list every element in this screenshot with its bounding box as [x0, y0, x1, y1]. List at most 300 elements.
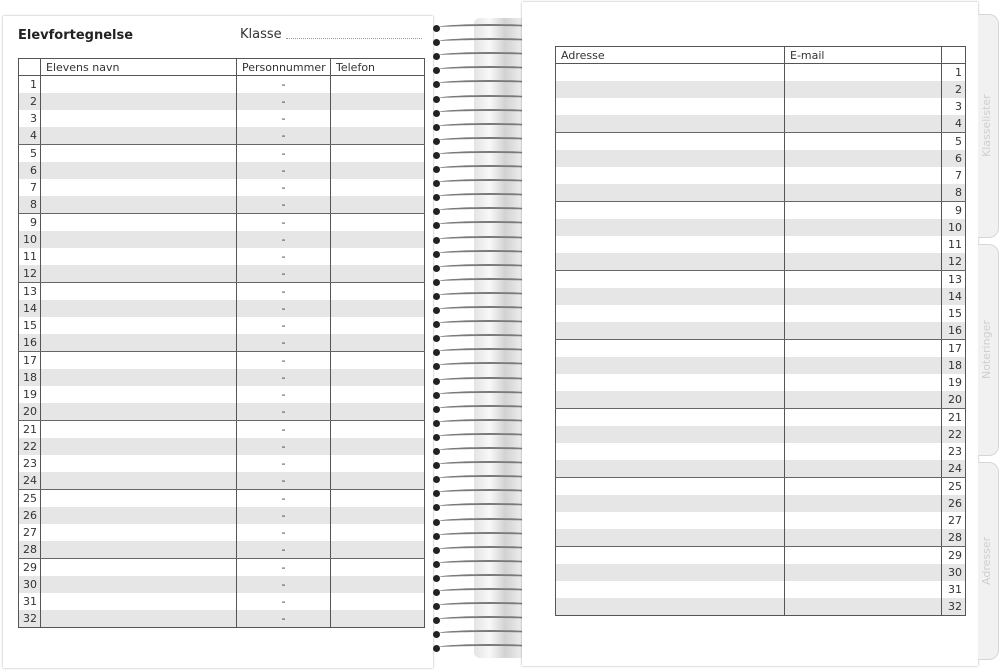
row-number: 30: [942, 564, 966, 581]
table-row: [19, 559, 425, 577]
personnummer-cell[interactable]: -: [237, 610, 331, 628]
name-cell[interactable]: [41, 265, 237, 283]
row-number: 32: [19, 610, 41, 628]
adresse-cell[interactable]: [556, 598, 785, 616]
adresse-cell[interactable]: [556, 236, 785, 253]
adresse-cell[interactable]: [556, 305, 785, 322]
email-cell[interactable]: [785, 340, 942, 358]
binding-hole: [433, 448, 440, 455]
telefon-cell[interactable]: [331, 179, 425, 196]
telefon-cell[interactable]: [331, 490, 425, 508]
row-number: 16: [19, 334, 41, 352]
binding-hole: [433, 265, 440, 272]
name-cell[interactable]: [41, 110, 237, 127]
binding-hole: [433, 81, 440, 88]
name-cell[interactable]: [41, 300, 237, 317]
email-cell[interactable]: [785, 167, 942, 184]
email-cell[interactable]: [785, 512, 942, 529]
binding-hole: [433, 603, 440, 610]
personnummer-cell[interactable]: -: [237, 179, 331, 196]
number-column-header: [19, 59, 41, 76]
binding-hole: [433, 124, 440, 131]
email-cell[interactable]: [785, 598, 942, 616]
binding-hole: [433, 349, 440, 356]
adresse-cell[interactable]: [556, 167, 785, 184]
email-cell[interactable]: [785, 98, 942, 115]
table-row: [19, 145, 425, 163]
binding-hole: [433, 335, 440, 342]
row-number: 20: [942, 391, 966, 409]
personnummer-cell[interactable]: -: [237, 352, 331, 370]
row-number: 11: [942, 236, 966, 253]
binding-hole: [433, 67, 440, 74]
personnummer-cell[interactable]: -: [237, 403, 331, 421]
row-number: 1: [19, 76, 41, 94]
email-cell[interactable]: [785, 547, 942, 565]
table-row: [556, 374, 966, 391]
telefon-cell[interactable]: [331, 386, 425, 403]
table-row: [556, 184, 966, 202]
telefon-cell[interactable]: [331, 127, 425, 145]
adresse-cell[interactable]: [556, 340, 785, 358]
row-number: 3: [19, 110, 41, 127]
student-table-header: [19, 59, 425, 76]
email-cell[interactable]: [785, 443, 942, 460]
email-cell[interactable]: [785, 288, 942, 305]
name-cell[interactable]: [41, 231, 237, 248]
personnummer-cell[interactable]: -: [237, 334, 331, 352]
table-row: [19, 593, 425, 610]
klasse-input-line[interactable]: [286, 38, 422, 39]
row-number: 7: [19, 179, 41, 196]
name-cell[interactable]: [41, 403, 237, 421]
name-cell[interactable]: [41, 472, 237, 490]
adresse-cell[interactable]: [556, 512, 785, 529]
personnummer-cell[interactable]: -: [237, 472, 331, 490]
table-row: [556, 150, 966, 167]
adresse-cell[interactable]: [556, 581, 785, 598]
table-row: [19, 386, 425, 403]
personnummer-cell[interactable]: -: [237, 214, 331, 232]
telefon-cell[interactable]: [331, 455, 425, 472]
personnummer-cell[interactable]: -: [237, 248, 331, 265]
name-cell[interactable]: [41, 179, 237, 196]
row-number: 20: [19, 403, 41, 421]
table-row: [556, 478, 966, 496]
table-row: [19, 300, 425, 317]
email-cell[interactable]: [785, 236, 942, 253]
binding-hole: [433, 589, 440, 596]
email-cell[interactable]: [785, 184, 942, 202]
telefon-cell[interactable]: [331, 421, 425, 439]
binding-hole: [433, 166, 440, 173]
adresse-cell[interactable]: [556, 426, 785, 443]
adresse-cell[interactable]: [556, 219, 785, 236]
table-row: [556, 426, 966, 443]
email-cell[interactable]: [785, 426, 942, 443]
table-row: [556, 167, 966, 184]
telefon-cell[interactable]: [331, 196, 425, 214]
email-cell[interactable]: [785, 322, 942, 340]
binding-hole: [433, 237, 440, 244]
name-cell[interactable]: [41, 317, 237, 334]
adresse-cell[interactable]: [556, 391, 785, 409]
binding-hole: [433, 96, 440, 103]
personnummer-cell[interactable]: -: [237, 231, 331, 248]
adresse-cell[interactable]: [556, 150, 785, 167]
telefon-cell[interactable]: [331, 334, 425, 352]
table-row: [19, 524, 425, 541]
binding-hole: [433, 420, 440, 427]
adresse-cell[interactable]: [556, 357, 785, 374]
personnummer-cell[interactable]: -: [237, 593, 331, 610]
adresse-cell[interactable]: [556, 495, 785, 512]
name-cell[interactable]: [41, 541, 237, 559]
personnummer-cell[interactable]: -: [237, 559, 331, 577]
tab-label: Adresser: [980, 536, 993, 586]
row-number: 30: [19, 576, 41, 593]
email-cell[interactable]: [785, 81, 942, 98]
adresse-cell[interactable]: [556, 443, 785, 460]
table-row: [556, 81, 966, 98]
telefon-cell[interactable]: [331, 610, 425, 628]
table-row: [556, 495, 966, 512]
binding-hole: [433, 53, 440, 60]
binding-hole: [433, 222, 440, 229]
email-cell[interactable]: [785, 150, 942, 167]
table-row: [19, 610, 425, 628]
name-cell[interactable]: [41, 145, 237, 163]
email-cell[interactable]: [785, 133, 942, 151]
email-cell[interactable]: [785, 478, 942, 496]
table-row: [19, 455, 425, 472]
personnummer-cell[interactable]: -: [237, 317, 331, 334]
right-page: [522, 2, 978, 666]
table-row: [556, 391, 966, 409]
row-number: 32: [942, 598, 966, 616]
adresse-column-header: Adresse: [556, 47, 785, 64]
row-number: 26: [19, 507, 41, 524]
name-cell[interactable]: [41, 93, 237, 110]
table-row: [556, 547, 966, 565]
name-cell[interactable]: [41, 610, 237, 628]
email-cell[interactable]: [785, 305, 942, 322]
name-cell[interactable]: [41, 576, 237, 593]
row-number: 14: [19, 300, 41, 317]
contact-table-body: [556, 64, 966, 616]
binding-hole: [433, 180, 440, 187]
adresse-cell[interactable]: [556, 547, 785, 565]
row-number: 29: [942, 547, 966, 565]
adresse-cell[interactable]: [556, 133, 785, 151]
row-number: 9: [19, 214, 41, 232]
email-cell[interactable]: [785, 460, 942, 478]
name-cell[interactable]: [41, 490, 237, 508]
table-row: [556, 409, 966, 427]
telefon-cell[interactable]: [331, 214, 425, 232]
tab-klasselister[interactable]: [978, 14, 999, 238]
email-cell[interactable]: [785, 495, 942, 512]
personnummer-cell[interactable]: -: [237, 265, 331, 283]
row-number: 22: [942, 426, 966, 443]
personnummer-column-header: Personnummer: [237, 59, 331, 76]
name-cell[interactable]: [41, 162, 237, 179]
telefon-cell[interactable]: [331, 559, 425, 577]
table-row: [19, 421, 425, 439]
table-row: [556, 357, 966, 374]
row-number: 9: [942, 202, 966, 220]
table-row: [556, 115, 966, 133]
adresse-cell[interactable]: [556, 564, 785, 581]
row-number: 24: [19, 472, 41, 490]
personnummer-cell[interactable]: -: [237, 283, 331, 301]
personnummer-cell[interactable]: -: [237, 421, 331, 439]
telefon-cell[interactable]: [331, 93, 425, 110]
personnummer-cell[interactable]: -: [237, 455, 331, 472]
binding-hole: [433, 392, 440, 399]
row-number: 2: [19, 93, 41, 110]
contact-table-header: [556, 47, 966, 64]
personnummer-cell[interactable]: -: [237, 110, 331, 127]
adresse-cell[interactable]: [556, 529, 785, 547]
email-cell[interactable]: [785, 581, 942, 598]
name-cell[interactable]: [41, 76, 237, 94]
personnummer-cell[interactable]: -: [237, 524, 331, 541]
name-cell[interactable]: [41, 248, 237, 265]
email-cell[interactable]: [785, 271, 942, 289]
row-number: 28: [19, 541, 41, 559]
adresse-cell[interactable]: [556, 322, 785, 340]
personnummer-cell[interactable]: -: [237, 300, 331, 317]
binding-hole: [433, 490, 440, 497]
binding-hole: [433, 378, 440, 385]
telefon-cell[interactable]: [331, 352, 425, 370]
table-row: [556, 443, 966, 460]
email-cell[interactable]: [785, 253, 942, 271]
row-number: 10: [942, 219, 966, 236]
binding-hole: [433, 561, 440, 568]
personnummer-cell[interactable]: -: [237, 93, 331, 110]
tab-noteringer[interactable]: [978, 244, 999, 456]
binding-hole: [433, 293, 440, 300]
binding-hole: [433, 631, 440, 638]
telefon-cell[interactable]: [331, 403, 425, 421]
name-cell[interactable]: [41, 438, 237, 455]
email-cell[interactable]: [785, 391, 942, 409]
name-cell[interactable]: [41, 369, 237, 386]
name-cell[interactable]: [41, 214, 237, 232]
adresse-cell[interactable]: [556, 374, 785, 391]
table-row: [556, 305, 966, 322]
name-cell[interactable]: [41, 559, 237, 577]
personnummer-cell[interactable]: -: [237, 369, 331, 386]
row-number: 24: [942, 460, 966, 478]
adresse-cell[interactable]: [556, 409, 785, 427]
name-cell[interactable]: [41, 352, 237, 370]
adresse-cell[interactable]: [556, 478, 785, 496]
row-number: 21: [19, 421, 41, 439]
adresse-cell[interactable]: [556, 115, 785, 133]
personnummer-cell[interactable]: -: [237, 490, 331, 508]
email-cell[interactable]: [785, 564, 942, 581]
row-number: 3: [942, 98, 966, 115]
table-row: [556, 288, 966, 305]
telefon-cell[interactable]: [331, 145, 425, 163]
table-row: [19, 231, 425, 248]
binding-hole: [433, 547, 440, 554]
table-row: [556, 460, 966, 478]
binding-hole: [433, 533, 440, 540]
row-number: 23: [19, 455, 41, 472]
row-number: 8: [942, 184, 966, 202]
name-cell[interactable]: [41, 524, 237, 541]
row-number: 23: [942, 443, 966, 460]
telefon-cell[interactable]: [331, 76, 425, 94]
table-row: [19, 576, 425, 593]
table-row: [19, 369, 425, 386]
row-number: 5: [942, 133, 966, 151]
row-number: 26: [942, 495, 966, 512]
binding-hole: [433, 25, 440, 32]
table-row: [556, 64, 966, 82]
telefon-cell[interactable]: [331, 248, 425, 265]
adresse-cell[interactable]: [556, 64, 785, 82]
binding-hole: [433, 434, 440, 441]
email-cell[interactable]: [785, 64, 942, 82]
row-number: 15: [19, 317, 41, 334]
personnummer-cell[interactable]: -: [237, 196, 331, 214]
email-cell[interactable]: [785, 202, 942, 220]
row-number: 14: [942, 288, 966, 305]
name-cell[interactable]: [41, 334, 237, 352]
personnummer-cell[interactable]: -: [237, 386, 331, 403]
row-number: 17: [942, 340, 966, 358]
adresse-cell[interactable]: [556, 184, 785, 202]
table-row: [19, 334, 425, 352]
telefon-cell[interactable]: [331, 162, 425, 179]
adresse-cell[interactable]: [556, 460, 785, 478]
email-cell[interactable]: [785, 115, 942, 133]
personnummer-cell[interactable]: -: [237, 127, 331, 145]
personnummer-cell[interactable]: -: [237, 162, 331, 179]
name-cell[interactable]: [41, 283, 237, 301]
personnummer-cell[interactable]: -: [237, 576, 331, 593]
telefon-cell[interactable]: [331, 438, 425, 455]
binding-hole: [433, 363, 440, 370]
student-table: [18, 58, 425, 628]
binding-hole: [433, 519, 440, 526]
telefon-cell[interactable]: [331, 472, 425, 490]
telefon-cell[interactable]: [331, 317, 425, 334]
telefon-cell[interactable]: [331, 369, 425, 386]
row-number: 25: [19, 490, 41, 508]
telefon-cell[interactable]: [331, 593, 425, 610]
name-cell[interactable]: [41, 455, 237, 472]
telefon-cell[interactable]: [331, 231, 425, 248]
telefon-cell[interactable]: [331, 283, 425, 301]
table-row: [556, 564, 966, 581]
row-number: 7: [942, 167, 966, 184]
row-number: 12: [942, 253, 966, 271]
personnummer-cell[interactable]: -: [237, 541, 331, 559]
number-column-header: [942, 47, 966, 64]
telefon-column-header: Telefon: [331, 59, 425, 76]
email-cell[interactable]: [785, 529, 942, 547]
row-number: 13: [19, 283, 41, 301]
telefon-cell[interactable]: [331, 110, 425, 127]
adresse-cell[interactable]: [556, 98, 785, 115]
row-number: 19: [19, 386, 41, 403]
contact-table: [555, 46, 966, 616]
row-number: 21: [942, 409, 966, 427]
personnummer-cell[interactable]: -: [237, 76, 331, 94]
row-number: 27: [942, 512, 966, 529]
student-table-body: [19, 76, 425, 628]
personnummer-cell[interactable]: -: [237, 145, 331, 163]
table-row: [19, 403, 425, 421]
telefon-cell[interactable]: [331, 265, 425, 283]
adresse-cell[interactable]: [556, 202, 785, 220]
row-number: 28: [942, 529, 966, 547]
personnummer-cell[interactable]: -: [237, 507, 331, 524]
email-cell[interactable]: [785, 357, 942, 374]
email-cell[interactable]: [785, 409, 942, 427]
name-cell[interactable]: [41, 196, 237, 214]
name-cell[interactable]: [41, 507, 237, 524]
email-column-header: E-mail: [785, 47, 942, 64]
name-cell[interactable]: [41, 593, 237, 610]
telefon-cell[interactable]: [331, 300, 425, 317]
binding-hole: [433, 138, 440, 145]
name-cell[interactable]: [41, 127, 237, 145]
row-number: 4: [942, 115, 966, 133]
row-number: 27: [19, 524, 41, 541]
table-row: [556, 512, 966, 529]
telefon-cell[interactable]: [331, 541, 425, 559]
binding-hole: [433, 194, 440, 201]
adresse-cell[interactable]: [556, 81, 785, 98]
binding-hole: [433, 279, 440, 286]
table-row: [19, 507, 425, 524]
row-number: 11: [19, 248, 41, 265]
binding-hole: [433, 406, 440, 413]
row-number: 25: [942, 478, 966, 496]
row-number: 22: [19, 438, 41, 455]
email-cell[interactable]: [785, 219, 942, 236]
name-cell[interactable]: [41, 386, 237, 403]
adresse-cell[interactable]: [556, 253, 785, 271]
tab-adresser[interactable]: [978, 462, 999, 660]
binding-hole: [433, 476, 440, 483]
binding-hole: [433, 152, 440, 159]
row-number: 17: [19, 352, 41, 370]
row-number: 10: [19, 231, 41, 248]
personnummer-cell[interactable]: -: [237, 438, 331, 455]
adresse-cell[interactable]: [556, 288, 785, 305]
table-row: [19, 541, 425, 559]
telefon-cell[interactable]: [331, 576, 425, 593]
row-number: 4: [19, 127, 41, 145]
row-number: 8: [19, 196, 41, 214]
binding-hole: [433, 617, 440, 624]
telefon-cell[interactable]: [331, 524, 425, 541]
telefon-cell[interactable]: [331, 507, 425, 524]
row-number: 6: [942, 150, 966, 167]
email-cell[interactable]: [785, 374, 942, 391]
adresse-cell[interactable]: [556, 271, 785, 289]
row-number: 12: [19, 265, 41, 283]
name-cell[interactable]: [41, 421, 237, 439]
